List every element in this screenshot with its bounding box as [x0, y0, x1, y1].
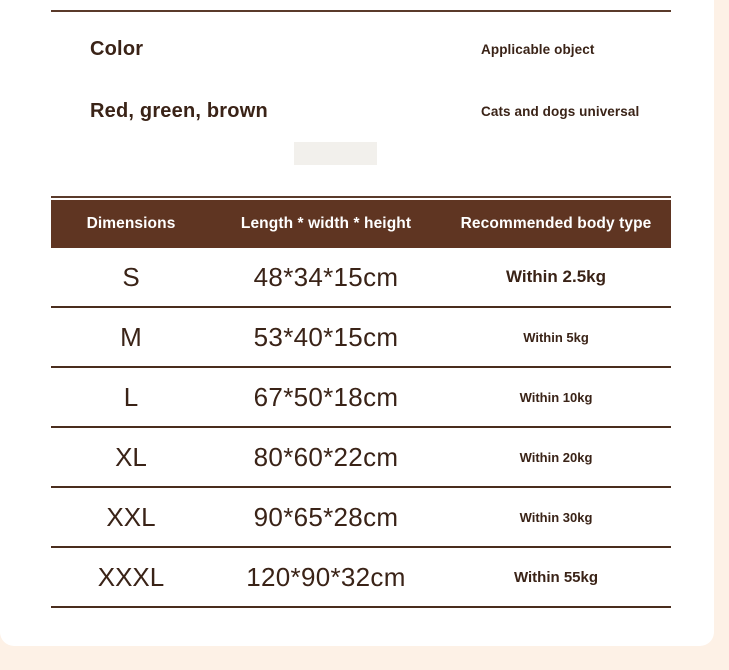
- spec-divider: [51, 196, 671, 198]
- cell-body-type: Within 2.5kg: [506, 267, 606, 286]
- cell-dimensions: 80*60*22cm: [253, 441, 399, 472]
- applicable-object-value: Cats and dogs universal: [481, 104, 640, 119]
- size-table: [51, 200, 671, 608]
- table-header-dimensions: Dimensions: [86, 215, 176, 232]
- cell-dimensions: 90*65*28cm: [253, 501, 399, 532]
- spec-row-labels: [51, 38, 671, 84]
- table-header-body-type: Recommended body type: [460, 215, 652, 232]
- cell-dimensions: 120*90*32cm: [246, 561, 406, 592]
- cell-size: S: [122, 261, 140, 292]
- spec-row-values: [51, 100, 671, 146]
- cell-body-type: Within 10kg: [519, 389, 593, 405]
- cell-body-type: Within 5kg: [523, 329, 589, 345]
- table-row: [51, 548, 671, 608]
- table-row: [51, 428, 671, 488]
- table-body: [51, 248, 671, 608]
- cell-body-type: Within 30kg: [519, 509, 593, 525]
- cell-size: XL: [115, 441, 147, 472]
- cell-size: M: [120, 321, 142, 352]
- cell-dimensions: 53*40*15cm: [253, 321, 399, 352]
- cell-dimensions: 48*34*15cm: [253, 261, 399, 292]
- table-header-measurements: Length * width * height: [240, 215, 412, 232]
- cell-size: XXL: [106, 501, 156, 532]
- table-row: [51, 248, 671, 308]
- cell-size: L: [123, 381, 139, 412]
- cell-body-type: Within 55kg: [513, 568, 599, 586]
- table-row: [51, 488, 671, 548]
- color-value: Red, green, brown: [90, 100, 268, 122]
- content-area: [51, 0, 671, 592]
- cell-size: XXXL: [97, 561, 165, 592]
- cell-dimensions: 67*50*18cm: [253, 381, 399, 412]
- table-row: [51, 368, 671, 428]
- specification-block: [51, 38, 671, 146]
- applicable-object-label: Applicable object: [481, 42, 595, 57]
- cell-body-type: Within 20kg: [519, 449, 593, 465]
- top-divider: [51, 10, 671, 12]
- color-label: Color: [90, 38, 144, 60]
- table-row: [51, 308, 671, 368]
- table-header-row: [51, 200, 671, 248]
